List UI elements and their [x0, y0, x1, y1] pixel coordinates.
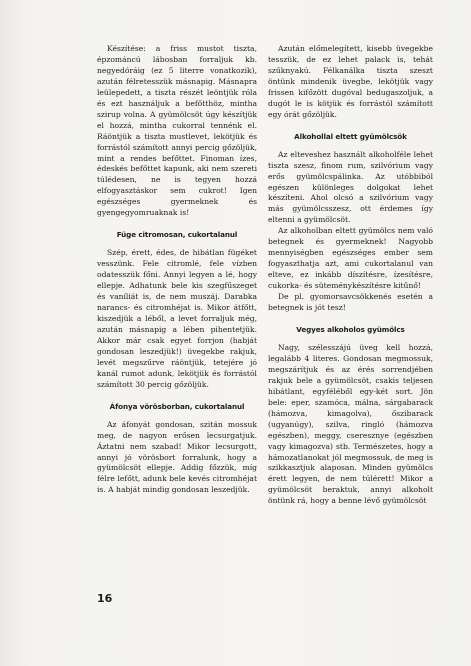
left-intro-paragraph: Készítése: a friss mustot tiszta, épzománcú lábosban forraljuk kb. negyedóráig (ez 5 literre vonatkozik), azután félretesszük másnapig. Másnapra leülepedett, a tiszta részét leöntjük róla és ezt használjuk a befőtthöz, mintha szirup volna. A gyümölcsöt úgy készítjük el hozzá, mintha cukorral tennénk el. Ráöntjük a tiszta mustlevet, lekötjük és forrástól számított annyi percig gőzöljük, mint a rendes befőttet. Finoman ízes, édeskés befőttet kapunk, aki nem szereti túlédesen, ne is tegyen hozzá elfogyasztáskor sem cukrot! Igen egészséges gyermeknek és gyengegyomruaknak is!	[97, 44, 257, 218]
section-title-vegyes: Vegyes alkoholos gyümölcs	[296, 324, 405, 334]
page-number: 16	[97, 592, 113, 605]
section-text-vegyes: Nagy, szélesszájú üveg kell hozzá, legalább 4 literes. Gondosan megmossuk, megszárítjuk és az érés sorrendjében rakjuk bele a gyümölcsöt, csakis teljesen hibátlant, egyféléből egy-két sort. Jön bele: eper, szamóca, málna, sárgabarack (hámozva, kimagolva), őszibarack (ugyanúgy), szilva, ringló (hámozva egészben), meggy, cseresznye (egészben vagy kimagozva) stb. Természetes, hogy a hámozatlanokat jól megmossuk, de meg is szikkasztjuk alaposan. Minden gyümölcs érett legyen, de nem túlérett! Mikor a gyümölcsöt beraktuk, annyi alkoholt öntünk rá, hogy a benne lévő gyümölcsöt	[268, 342, 433, 506]
section-text-alkohollal-b: Az alkoholban eltett gyümölcs nem való betegnek és gyermeknek! Nagyobb mennyiségben egészséges ember sem fogyaszthatja azt, ami cukortalanul van elteve, ez inkább díszítésre, ízesítésre, cukorka- és süteménykészítésre kitűnő!	[268, 226, 433, 291]
right-intro-paragraph: Azután előmelegített, kisebb üvegekbe tesszük, de ez lehet palack is, tehát szűknyakú. Félkanálka tiszta szeszt öntünk mindenik üvegbe, lekötjük vagy frissen kifőzött dugóval bedugaszoljuk, a dugót le is kötjük és forrástól számított egy órát gőzöljük.	[268, 44, 433, 119]
section-title-fuge: Füge citromosan, cukortalanul	[116, 230, 238, 240]
section-text-fuge: Szép, érett, édes, de hibátlan fügéket vesszünk. Fele citromlé, fele vízben odatesszük főni. Annyi legyen a lé, hogy ellepje. Adhatunk bele kis szegfűszeget és vaníliát is, de nem muszáj. Darabka narancs- és citromhéjat is. Mikor átfőtt, kiszedjük a léből, a levet forraljuk még, azután másnapig a lében pihentetjük. Akkor már csak egyet forrjon (habját gondosan leszedjük!) üvegekbe rakjuk, levét megszűrve ráöntjük, tetejére jó kanál rumot adunk, lekötjük és forrástól számított 30 percig gőzöljük.	[97, 248, 257, 389]
section-text-alkohollal-c: De pl. gyomorsavcsökkenés esetén a betegnek is jót tesz!	[268, 292, 433, 313]
section-text-afonya: Az áfonyát gondosan, szitán mossuk meg, de nagyon erősen lecsurgatjuk. Áztatni nem szabad! Mikor lecsurgott, annyi jó vörösbort forralunk, hogy a gyümölcsöt ellepje. Addig főzzük, míg félre lefőtt, adunk bele kevés citromhéjat is. A habját mindig gondosan leszedjük.	[97, 419, 257, 495]
section-title-alkohollal: Alkohollal eltett gyümölcsök	[294, 131, 407, 141]
section-title-afonya: Áfonya vörösborban, cukortalanul	[109, 401, 245, 411]
left-column	[97, 44, 257, 496]
right-column	[268, 44, 433, 507]
section-text-alkohollal-a: Az elteveshez használt alkoholféle lehet tiszta szesz, finom rum, szilvórium vagy erős gyümölcspálinka. Az utóbbiból egészen különleges dolgokat lehet készíteni. Ahol olcsó a szilvórium vagy más gyümölcsszesz, ott érdemes így eltenni a gyümölcsöt.	[268, 149, 433, 225]
